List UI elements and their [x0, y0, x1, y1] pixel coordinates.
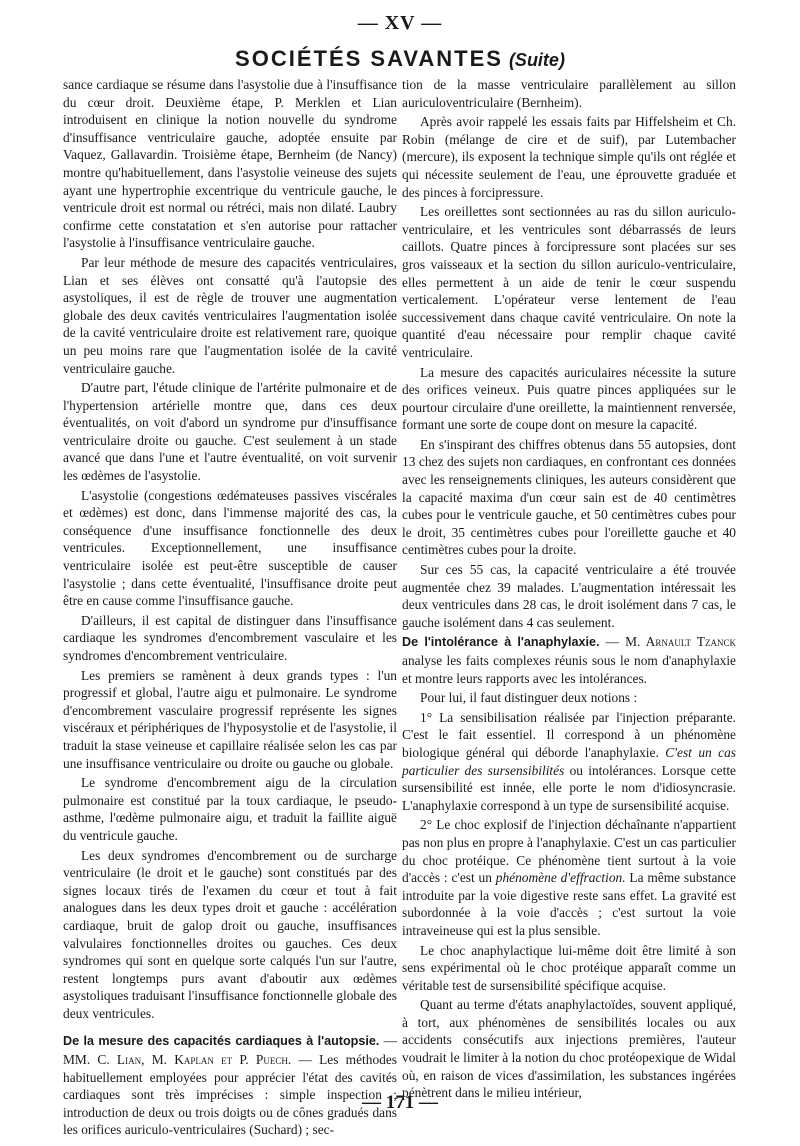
paragraph: Le syndrome d'encombrement aigu de la circulation pulmonaire est constitué par la toux cardiaque, le pseudo-asthme, l'œdème pulmonaire aigu, et traduit la faillite aiguë du ventricule gauche.	[63, 775, 397, 843]
paragraph: Quant au terme d'états anaphylactoïdes, souvent appliqué, à tort, aux phénomènes de sensibilités locales ou aux accidents consécutifs aux injections premières, l'auteur voudrait le limiter à la notion du choc protéopexique de Widal où, en raison de vices d'assimilation, les substances ingérées pénètrent dans le milieu intérieur,	[402, 997, 736, 1101]
page-number: — 171 —	[362, 1092, 438, 1113]
paragraph: D'ailleurs, il est capital de distinguer dans l'insuffisance cardiaque les syndromes d'encombrement vasculaire et les syndromes d'encombrement ventriculaire.	[63, 612, 397, 663]
paragraph: Sur ces 55 cas, la capacité ventriculaire a été trouvée augmentée chez 39 malades. L'augmentation intéressait les deux ventricules dans 28 cas, le droit isolément dans 7 cas, le gauche isolément dans 4 cas seulement.	[402, 562, 736, 630]
right-column	[402, 76, 736, 1101]
section-text: analyse les faits complexes réunis sous le nom d'anaphylaxie et montre leurs rapports avec les intolérances.	[402, 653, 736, 686]
header-title: SOCIÉTÉS SAVANTES	[235, 46, 503, 71]
section-heading: De l'intolérance à l'anaphylaxie.	[402, 635, 600, 650]
paragraph: La mesure des capacités auriculaires nécessite la suture des orifices veineux. Puis quatre pinces appliquées sur le pourtour circulaire d'une oreillette, la maintiennent renversée, formant une sorte de coupe dont on mesure la capacité.	[402, 364, 736, 433]
paragraph: Pour lui, il faut distinguer deux notions :	[420, 690, 638, 706]
section-header	[0, 46, 800, 72]
section-text: Les méthodes habituellement employées pour apprécier l'état des cavités cardiaques sont très imprécises : simple inspection ; introduction de deux ou trois doigts ou de cônes gradués dans les orifices auriculo-ventriculaires (Suchard) ; sec-	[63, 1052, 397, 1138]
paragraph: Les premiers se ramènent à deux grands types : l'un progressif et global, l'autre aigu et pulmonaire. Le syndrome d'encombrement vasculaire progressif représente les signes viscéraux et périphériques de l'hyposystolie et de l'asystolie, il traduit la stase veineuse et capillaire réalisée selon les cas par une insuffisance ventriculaire ou droite ou gauche ou globale.	[63, 667, 397, 771]
paragraph: D'autre part, l'étude clinique de l'artérite pulmonaire et de l'hypertension artérielle montre que, dans ces deux éventualités, on voit d'abord un syndrome pur d'insuffisance ventriculaire droite ou gauche. C'est seulement à un stade avancé que dans l'une et l'autre éventualité, on voit survenir les œdèmes de l'asystolie.	[63, 380, 397, 484]
text-run: La même substance introduite par la voie digestive reste sans effet. La gravité est subordonnée à la voie d'accès ; c'est surtout la voie intraveineuse qui est la plus sensible.	[402, 870, 736, 938]
paragraph: sance cardiaque se résume dans l'asystolie due à l'insuffisance du cœur droit. Deuxième étape, P. Merklen et Lian introduisent en clinique la notion nouvelle du syndrome d'insuffisance ventriculaire gauche, adoptée ensuite par Vaquez, Gallavardin. Troisième étape, Bernheim (de Nancy) montre qu'habituellement, dans l'asystolie veineuse des sujets ayant une hypertrophie excentrique du ventricule gauche, le ventricule droit est normal ou rétréci, mais non dilaté. Laubry confirme cette constatation et s'en autorise pour rattacher l'asystolie à l'insuffisance ventriculaire gauche.	[63, 77, 397, 251]
header-suite: (Suite)	[508, 50, 565, 70]
paragraph: Le choc anaphylactique lui-même doit être limité à son sens expérimental où le choc protéique apparaît comme un véritable test de sursensibilité spécifique acquise.	[402, 942, 736, 993]
paragraph: Les deux syndromes d'encombrement ou de surcharge ventriculaire (le droit et le gauche) sont constitués par des signes locaux tirés de l'examen du cœur et tout à fait analogues dans les deux types droit et gauche : accélération cardiaque, bruit de galop droit ou gauche, insuffisances valvulaires fonctionnelles droites ou gauches. Ces deux syndromes qui sont en quelque sorte calqués l'un sur l'autre, restent longtemps purs avant d'aboutir aux œdèmes asystoliques traduisant l'insuffisance fonctionnelle globale des deux ventricules.	[63, 847, 397, 1021]
text-run: 1° La sensibilisation réalisée par l'injection préparante. C'est le fait essentiel. Il correspond à un phénomène biologique général qui déborde l'anaphylaxie.	[402, 709, 736, 760]
section-authors: MM. C. Lian, M. Kaplan et P. Puech.	[63, 1052, 292, 1068]
italic-run: C'est un cas particulier des sursensibilités	[402, 744, 736, 778]
paragraph: En s'inspirant des chiffres obtenus dans 55 autopsies, dont 13 chez des sujets non cardiaques, en confrontant ces données avec les renseignements cliniques, les auteurs considèrent que la capacité maxima d'un cœur sain est de 40 centimètres cubes pour le ventricule gauche, et 50 centimètres cubes pour le droit, 35 centimètres cubes pour l'oreillette gauche et 40 centimètres cubes pour la droite.	[402, 436, 736, 558]
paragraph	[402, 709, 736, 815]
paragraph: Par leur méthode de mesure des capacités ventriculaires, Lian et ses élèves ont consatté qu'à l'autopsie des asystoliques, il est de règle de trouver une augmentation globale des deux cavités ventriculaires l'augmentation isolée de la cavité ventriculaire droite est relativement rare, quoique un peu moins rare que l'augmentation isolée de la cavité ventriculaire gauche.	[63, 254, 397, 376]
text-run: ou intolérances. Lorsque cette sursensibilité est innée, elle porte le nom d'idiosyncrasie. L'anaphylaxie correspond à un type de sursensibilité acquise.	[402, 762, 736, 813]
section-heading: De la mesure des capacités cardiaques à l'autopsie.	[63, 1034, 380, 1049]
section-authors: M. Arnault Tzanck	[625, 634, 736, 650]
left-column	[63, 76, 397, 1138]
paragraph: L'asystolie (congestions œdémateuses passives viscérales et œdèmes) est donc, dans l'immense majorité des cas, la conséquence d'une insuffisance fonctionnelle des deux ventricules. Exceptionnellement, une insuffisance ventriculaire isolée est peut-être susceptible de causer l'asystolie ; dans cette éventualité, l'insuffisance droite peut être en cause comme l'insuffisance gauche.	[63, 487, 397, 609]
paragraph: tion de la masse ventriculaire parallèlement au sillon auriculoventriculaire (Bernheim).	[402, 77, 736, 110]
paragraph	[402, 816, 736, 939]
text-run: 2° Le choc explosif de l'injection déchaînante n'appartient pas non plus en propre à l'anaphylaxie. C'est un cas particulier du choc protéique. Ce phénomène tient surtout à la voie d'accès : c'est un	[402, 817, 736, 886]
italic-run: phénomène d'effraction.	[495, 870, 626, 886]
paragraph: Les oreillettes sont sectionnées au ras du sillon auriculo-ventriculaire, et les ventricules sont débarrassés de leurs caillots. Quatre pinces à forcipressure sont placées sur ses gros vaisseaux et la section du sillon auriculo-ventriculaire, elles permettent à un aide de tenir le cœur suspendu verticalement. L'opérateur verse lentement de l'eau successivement dans chaque cavité ventriculaire. On note la quantité d'eau nécessaire pour remplir chaque cavité ventriculaire.	[402, 204, 736, 360]
section-paragraph: De la mesure des capacités cardiaques à l'autopsie. — MM. C. Lian, M. Kaplan et P. Puech. — Les méthodes habituellement employées pour apprécier l'état des cavités cardiaques sont très imprécises : simple inspection ; introduction de deux ou trois doigts ou de cônes gradués dans les orifices auriculo-ventriculaires (Suchard) ; sec-	[63, 1033, 397, 1138]
paragraph: Après avoir rappelé les essais faits par Hiffelsheim et Ch. Robin (mélange de cire et de suif), par Lutembacher (mercure), ils exposent la technique simple qu'ils ont réglée et qui nécessite seulement de l'eau, une éprouvette graduée et des pinces à forcipressure.	[402, 114, 736, 200]
roman-page-number: — XV —	[357, 12, 443, 34]
section-paragraph: De l'intolérance à l'anaphylaxie. — M. Arnault Tzanck analyse les faits complexes réunis sous le nom d'anaphylaxie et montre leurs rapports avec les intolérances.	[402, 634, 736, 686]
